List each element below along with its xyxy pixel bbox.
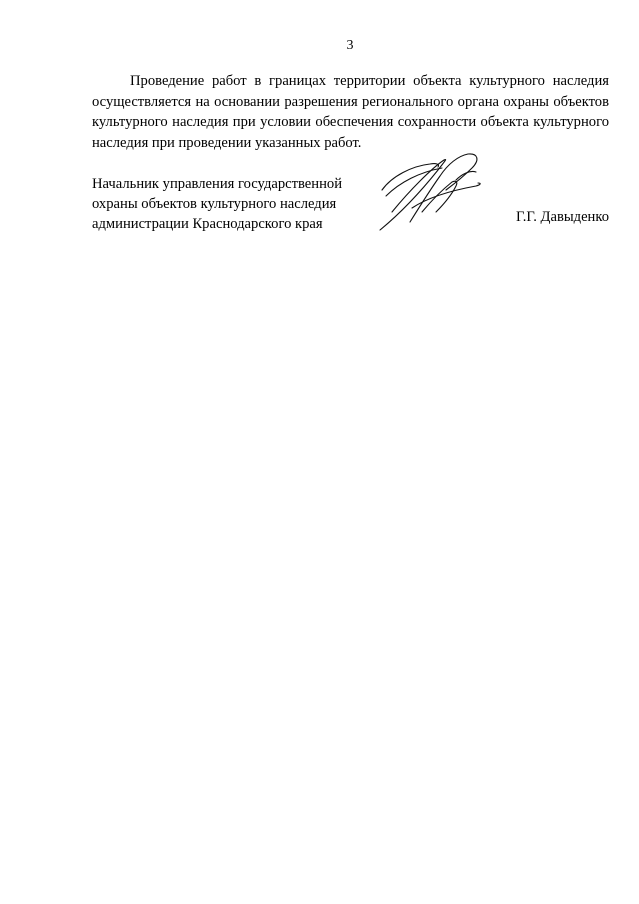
handwritten-signature bbox=[372, 150, 484, 232]
signatory-name: Г.Г. Давыденко bbox=[515, 209, 609, 225]
position-line-1: Начальник управления государственной bbox=[92, 176, 343, 192]
signatory-position bbox=[92, 174, 342, 234]
page-number: 3 bbox=[346, 38, 354, 53]
position-line-2: охраны объектов культурного наследия bbox=[92, 196, 337, 212]
body-paragraph: Проведение работ в границах территории объекта культурного наследия осуществляется на основании разрешения регионального органа охраны объектов культурного наследия при условии обеспечения сохранности объекта культурного наследия при проведении указанных работ. bbox=[92, 73, 609, 151]
position-line-3: администрации Краснодарского края bbox=[92, 216, 323, 232]
